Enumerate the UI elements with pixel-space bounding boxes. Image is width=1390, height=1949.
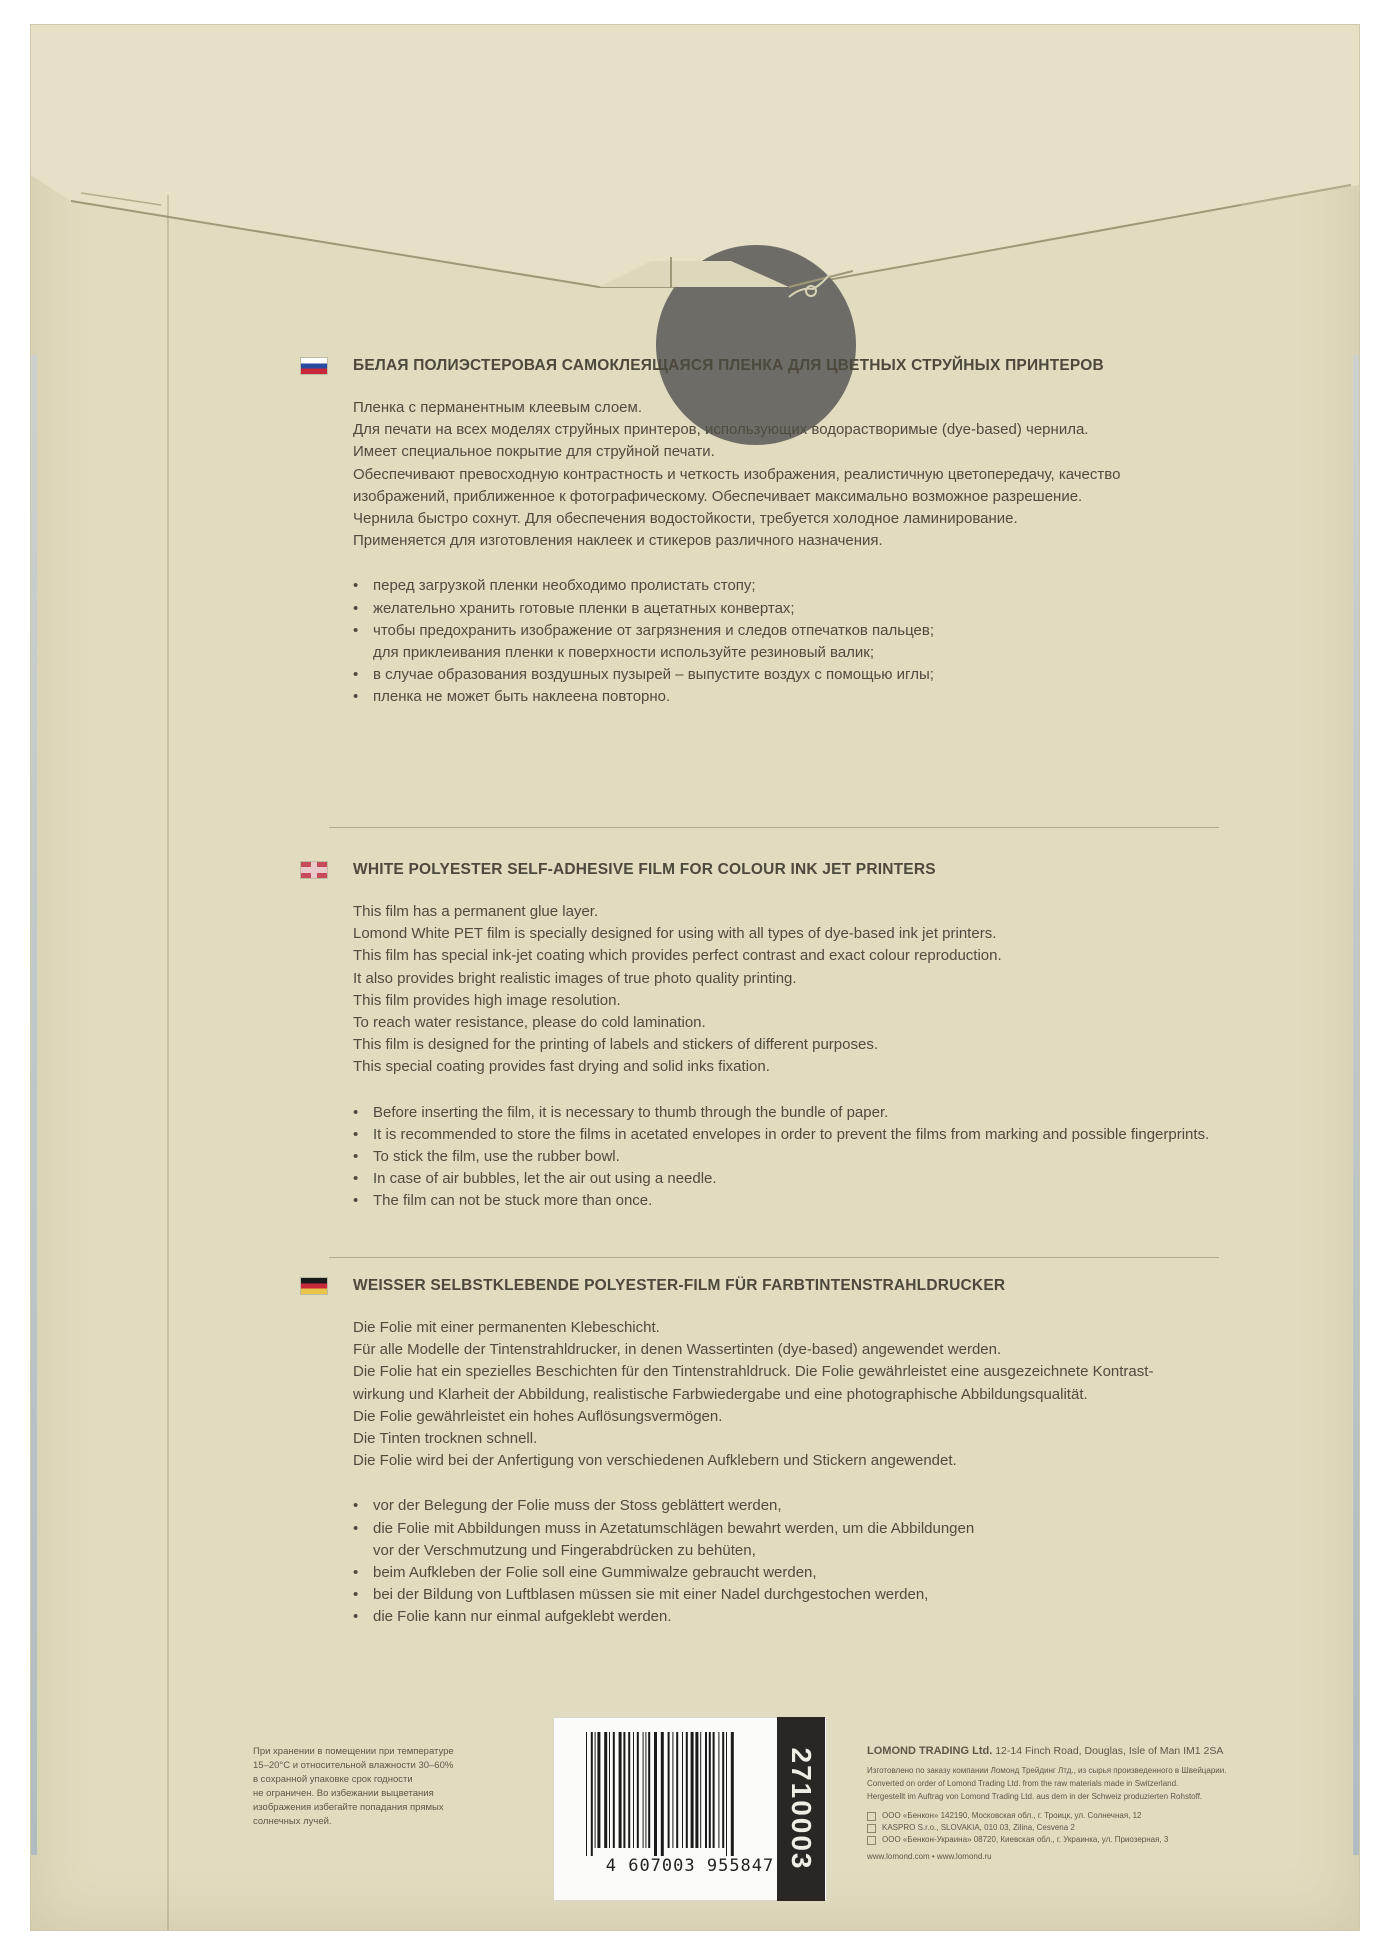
tip-item: • To stick the film, use the rubber bowl.	[353, 1146, 1311, 1168]
tip-item: • die Folie kann nur einmal aufgeklebt werden.	[353, 1606, 1311, 1628]
section-title: БЕЛАЯ ПОЛИЭСТЕРОВАЯ САМОКЛЕЯЩАЯСЯ ПЛЕНКА ДЛЯ ЦВЕТНЫХ СТРУЙНЫХ ПРИНТЕРОВ	[353, 357, 1104, 374]
description-line: изображений, приближенное к фотографическому. Обеспечивает максимально возможное разрешение.	[353, 487, 1083, 505]
description-line: Lomond White PET film is specially designed for using with all types of dye-based ink jet printers.	[353, 925, 997, 943]
storage-note-line: в сохранной упаковке срок годности	[253, 1774, 413, 1785]
description-line: Für alle Modelle der Tintenstrahldrucker, in denen Wassertinten (dye-based) angewendet werden.	[353, 1341, 1002, 1359]
description	[353, 901, 1311, 1079]
description-line: Чернила быстро сохнут. Для обеспечения водостойкости, требуется холодное ламинирование.	[353, 510, 1018, 528]
barcode-bar	[654, 1732, 657, 1856]
barcode-bar	[619, 1732, 622, 1848]
usage-tips	[353, 575, 1311, 708]
description-line: Die Folie hat ein spezielles Beschichten für den Tintenstrahldruck. Die Folie gewährleistet eine ausgezeichnete Kontrast-	[353, 1363, 1154, 1381]
storage-note-line: изображения избегайте попадания прямых	[253, 1802, 444, 1813]
barcode-digits: 4 607003 955847	[605, 1856, 775, 1876]
converted-note: Converted on order of Lomond Trading Ltd. from the raw materials made in Switzerland.	[867, 1779, 1179, 1788]
checkbox-square-icon	[867, 1824, 876, 1833]
article-number: 2710003	[786, 1747, 817, 1871]
section-en	[301, 861, 1311, 1213]
tip-item-continuation: для приклеивания пленки к поверхности используйте резиновый валик;	[373, 644, 875, 662]
distributor-text: ООО «Бенкон-Украина» 08720, Киевская обл., г. Украинка, ул. Приозерная, 3	[882, 1835, 1169, 1844]
tip-item: • желательно хранить готовые пленки в ацетатных конвертах;	[353, 598, 1311, 620]
barcode-bar	[595, 1732, 596, 1848]
tip-item: • The film can not be stuck more than once.	[353, 1190, 1311, 1212]
section-de	[301, 1277, 1311, 1629]
distributor-row	[867, 1810, 1337, 1822]
barcode-bar	[722, 1732, 724, 1848]
tip-item: • It is recommended to store the films in acetated envelopes in order to prevent the films from marking and possible fingerprints.	[353, 1124, 1311, 1146]
barcode-bar	[731, 1732, 734, 1856]
description-line: wirkung und Klarheit der Abbildung, realistische Farbwiedergabe und eine photographische Abbildungsqualität.	[353, 1385, 1088, 1403]
barcode-bar	[695, 1732, 698, 1848]
barcode-bar	[713, 1732, 715, 1848]
right-edge-tint	[1353, 355, 1359, 1855]
barcode-bar	[609, 1732, 610, 1848]
description-line: Имеет специальное покрытие для струйной печати.	[353, 443, 715, 461]
barcode-bar	[586, 1732, 587, 1856]
barcode-bar	[591, 1732, 593, 1856]
tip-item: • перед загрузкой пленки необходимо пролистать стопу;	[353, 575, 1311, 597]
tip-item: • в случае образования воздушных пузырей – выпустите воздух с помощью иглы;	[353, 664, 1311, 686]
barcode-bar	[726, 1732, 727, 1856]
uk-flag-icon	[301, 862, 327, 878]
barcode-bar	[628, 1732, 630, 1848]
description-line: This special coating provides fast drying and solid inks fixation.	[353, 1058, 770, 1076]
distributor-list	[867, 1810, 1337, 1846]
distributor-text: ООО «Бенкон» 142190, Московская обл., г. Троицк, ул. Солнечная, 12	[882, 1811, 1142, 1820]
package-back	[30, 24, 1360, 1931]
tip-item: • die Folie mit Abbildungen muss in Azetatumschlägen bewahrt werden, um die Abbildungen	[353, 1518, 1311, 1540]
barcode-bar	[623, 1732, 625, 1848]
barcode-bar	[668, 1732, 670, 1848]
barcode-bar	[643, 1732, 644, 1848]
description-line: Пленка с перманентным клеевым слоем.	[353, 399, 642, 416]
barcode-bar	[709, 1732, 711, 1848]
barcode-bars-icon	[584, 1732, 796, 1856]
flap-fold-shadow	[31, 25, 1359, 287]
russia-flag-icon	[301, 358, 327, 374]
tip-item: • beim Aufkleben der Folie soll eine Gummiwalze gebraucht werden,	[353, 1562, 1311, 1584]
article-strip	[777, 1717, 825, 1901]
description-line: To reach water resistance, please do cold lamination.	[353, 1014, 706, 1032]
barcode-bar	[661, 1732, 664, 1856]
company-info	[867, 1745, 1337, 1861]
company-header	[867, 1745, 1337, 1757]
description	[353, 1317, 1311, 1472]
barcode-bar	[672, 1732, 673, 1848]
germany-flag-icon	[301, 1278, 327, 1294]
storage-note-line: солнечных лучей.	[253, 1816, 332, 1827]
barcode-bar	[700, 1732, 701, 1848]
tip-item: • пленка не может быть наклеена повторно.	[353, 686, 1311, 708]
barcode-bar	[691, 1732, 694, 1848]
tip-item: • Before inserting the film, it is necessary to thumb through the bundle of paper.	[353, 1102, 1311, 1124]
storage-note-line: При хранении в помещении при температуре	[253, 1746, 454, 1757]
description-line: It also provides bright realistic images of true photo quality printing.	[353, 969, 797, 987]
barcode-bar	[633, 1732, 634, 1848]
tip-item: • vor der Belegung der Folie muss der Stoss geblättert werden,	[353, 1495, 1311, 1517]
barcode-bar	[648, 1732, 650, 1848]
description-line: This film has special ink-jet coating which provides perfect contrast and exact colour reproduction.	[353, 947, 1002, 965]
usage-tips	[353, 1495, 1311, 1628]
section-title: WHITE POLYESTER SELF-ADHESIVE FILM FOR COLOUR INK JET PRINTERS	[353, 861, 936, 878]
distributor-row	[867, 1834, 1337, 1846]
converted-note: Изготовлено по заказу компании Ломонд Трейдинг Лтд., из сырья произведенного в Швейцарии.	[867, 1766, 1227, 1775]
description-line: Die Folie mit einer permanenten Klebeschicht.	[353, 1319, 660, 1336]
checkbox-square-icon	[867, 1812, 876, 1821]
barcode-bar	[682, 1732, 683, 1848]
section-ru	[301, 357, 1311, 709]
barcode-bar	[718, 1732, 719, 1848]
barcode-bar	[676, 1732, 678, 1848]
checkbox-square-icon	[867, 1836, 876, 1845]
websites: www.lomond.com • www.lomond.ru	[867, 1852, 992, 1861]
barcode-bar	[686, 1732, 688, 1848]
section-divider	[329, 1257, 1219, 1258]
storage-note-line: 15–20°C и относительной влажности 30–60%	[253, 1760, 454, 1771]
tip-item: • In case of air bubbles, let the air out using a needle.	[353, 1168, 1311, 1190]
description-line: This film is designed for the printing of labels and stickers of different purposes.	[353, 1036, 878, 1054]
description-line: Применяется для изготовления наклеек и стикеров различного назначения.	[353, 532, 883, 550]
description-line: Обеспечивают превосходную контрастность и четкость изображения, реалистичную цветопередачу, качество	[353, 465, 1121, 483]
description	[353, 397, 1311, 552]
converted-note: Hergestellt im Auftrag von Lomond Trading Ltd. aus dem in der Schweiz produzierten Rohstoff.	[867, 1792, 1203, 1801]
barcode-bar	[604, 1732, 607, 1848]
usage-tips	[353, 1102, 1311, 1213]
barcode-bar	[645, 1732, 646, 1848]
section-divider	[329, 827, 1219, 828]
storage-note	[253, 1745, 553, 1829]
description-line: This film provides high image resolution.	[353, 991, 621, 1009]
barcode-bar	[597, 1732, 600, 1848]
company-address: 12-14 Finch Road, Douglas, Isle of Man IM1 2SA	[995, 1745, 1224, 1757]
tip-item: • bei der Bildung von Luftblasen müssen sie mit einer Nadel durchgestochen werden,	[353, 1584, 1311, 1606]
description-line: This film has a permanent glue layer.	[353, 903, 599, 920]
description-line: Для печати на всех моделях струйных принтеров, использующих водорастворимые (dye-based) чернила.	[353, 421, 1089, 439]
left-fold-crease	[167, 195, 169, 1931]
barcode-bar	[613, 1732, 615, 1848]
tip-item-continuation: vor der Verschmutzung und Fingerabdrücken zu behüten,	[373, 1541, 756, 1559]
company-name: LOMOND TRADING Ltd.	[867, 1745, 993, 1757]
barcode-bar	[705, 1732, 707, 1848]
distributor-text: KASPRO S.r.o., SLOVAKIA, 010 03, Zilina, Cesvena 2	[882, 1823, 1075, 1832]
storage-note-line: не ограничен. Во избежании выцветания	[253, 1788, 434, 1799]
left-edge-tint	[31, 355, 37, 1855]
description-line: Die Folie wird bei der Anfertigung von verschiedenen Aufklebern und Stickern angewendet.	[353, 1452, 957, 1470]
description-line: Die Tinten trocknen schnell.	[353, 1430, 538, 1448]
section-title: WEISSER SELBSTKLEBENDE POLYESTER-FILM FÜR FARBTINTENSTRAHLDRUCKER	[353, 1277, 1006, 1294]
distributor-row	[867, 1822, 1337, 1834]
description-line: Die Folie gewährleistet ein hohes Auflösungsvermögen.	[353, 1407, 723, 1425]
barcode-bar	[637, 1732, 639, 1848]
tip-item: • чтобы предохранить изображение от загрязнения и следов отпечатков пальцев;	[353, 620, 1311, 642]
